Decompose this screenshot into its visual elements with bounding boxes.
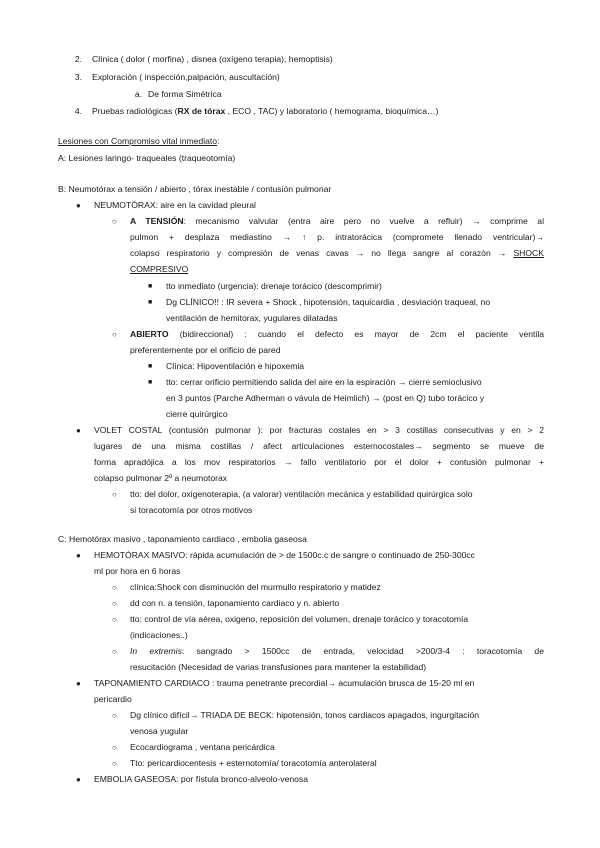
taponamiento-eco: Ecocardiograma , ventana pericárdica [130, 742, 275, 752]
list-number-3: 3. [74, 72, 82, 82]
bullet-square-icon: ■ [148, 283, 153, 290]
section-c: C: Hemotórax masivo , taponamiento cardiaco , embolia gaseosa [58, 534, 307, 544]
bullet-circle-icon: ○ [112, 711, 117, 720]
taponamiento-dg-line-2: venosa yugular [130, 726, 189, 736]
hemotorax-extremis-line-2: resucitación (Necesidad de varias transfusiones para mantener la estabilidad) [130, 662, 427, 672]
list-item-exploracion: Exploración ( inspección,palpación, auscultación) [92, 72, 280, 82]
bullet-circle-icon: ○ [112, 759, 117, 768]
bullet-dot-icon: ● [76, 201, 81, 210]
bullet-dot-icon: ● [76, 775, 81, 784]
volet-tto-line-1: tto: del dolor, oxigenoterapia, (a valorar) ventilación mecánica y estabilidad quirúrgica solo [130, 489, 473, 499]
volet-line-1: VOLET COSTAL (contusión pulmonar ): por fracturas costales en > 3 costillas consecutivas y en > 2 [94, 425, 544, 435]
tension-line-4: COMPRESIVO [130, 264, 189, 274]
list-item-simetrica: De forma Simétrica [148, 89, 222, 99]
abierto-clinica: Clínica: Hipoventilación e hipoxemia [166, 361, 305, 371]
bullet-dot-icon: ● [76, 426, 81, 435]
hemotorax-clinica: clínica:Shock con disminución del murmullo respiratorio y matidez [130, 582, 381, 592]
hemotorax-tto-line-1: tto: control de vía aérea, oxigeno, reposición del volumen, drenaje torácico y toracotomía [130, 614, 469, 624]
tension-tto: tto inmediato (urgencia): drenaje torácico (descomprimir) [166, 281, 382, 291]
abierto-tto-line-3: cierre quirúrgico [166, 409, 228, 419]
hemotorax-dd: dd con n. a tensión, taponamiento cardiaco y n. abierto [130, 598, 340, 608]
tension-line-3: colapso respiratorio y compresión de venas cavas → no llega sangre al corazón → SHOCK [130, 248, 544, 258]
list-item-pruebas: Pruebas radiológicas (RX de tórax , ECO , TAC) y laboratorio ( hemograma, bioquímica…) [92, 106, 439, 116]
bullet-circle-icon: ○ [112, 599, 117, 608]
bullet-circle-icon: ○ [112, 217, 117, 226]
list-item-clinica: Clínica ( dolor ( morfina) , disnea (oxígeno terapia), hemoptisis) [92, 54, 333, 64]
abierto-line-2: preferentemente por el orificio de pared [130, 345, 281, 355]
hemotorax-extremis-line-1: In extremis: sangrado > 1500cc de entrada, velocidad >200/3-4 : toracotomía de [130, 646, 544, 656]
volet-line-2: lugares de una misma costillas / afect articulaciones esternocostales→ segmento se mueve de [94, 441, 544, 451]
embolia-gaseosa: EMBOLIA GASEOSA: por fístula bronco-alveolo-venosa [94, 774, 308, 784]
taponamiento-line-2: pericardio [94, 694, 132, 704]
volet-tto-line-2: si toracotomía por otros motivos [130, 505, 253, 515]
taponamiento-line-1: TAPONAMIENTO CARDIACO : trauma penetrante precordial→ acumulación brusca de 15-20 ml en [94, 678, 475, 688]
bullet-circle-icon: ○ [112, 647, 117, 656]
hemotorax-line-2: ml por hora en 6 horas [94, 566, 181, 576]
bullet-square-icon: ■ [148, 379, 153, 386]
hemotorax-line-1: HEMOTÓRAX MASIVO: rápida acumulación de > de 1500c.c de sangre o continuado de 250-300cc [94, 550, 475, 560]
section-title: Lesiones con Compromiso vital inmediato: [58, 136, 220, 146]
section-b: B: Neumotórax a tensión / abierto , tórax inestable / contusión pulmonar [58, 184, 332, 194]
abierto-line-1: ABIERTO (bidireccional) : cuando el defecto es mayor de 2cm el paciente ventila [130, 329, 545, 339]
neumotorax-heading: NEUMOTÓRAX: aire en la cavidad pleural [94, 200, 256, 210]
bullet-circle-icon: ○ [112, 330, 117, 339]
hemotorax-tto-line-2: (indicaciones..) [130, 630, 188, 640]
volet-line-4: colapso pulmonar 2º a neumotorax [94, 473, 228, 483]
bullet-circle-icon: ○ [112, 583, 117, 592]
tension-line-2: pulmon + desplaza mediastino → ↑ p. intratorácica (compromete llenado ventricular)→ [130, 232, 544, 242]
list-letter-a: a. [134, 89, 142, 99]
list-number-2: 2. [74, 54, 82, 64]
bullet-dot-icon: ● [76, 679, 81, 688]
volet-line-3: forma apradójica a los mov respiratorios → fallo ventilatorio por el dolor + contusión pulmonar + [94, 457, 544, 467]
bullet-square-icon: ■ [148, 363, 153, 370]
tension-dg-line-2: ventilación de hemitorax, yugulares dilatadas [166, 313, 338, 323]
abierto-tto-line-1: tto: cerrar orificio permitiendo salida del aire en la espiración → cierre semioclusivo [166, 377, 482, 387]
section-a: A: Lesiones laringo- traqueales (traqueotomía) [58, 153, 236, 163]
bullet-circle-icon: ○ [112, 490, 117, 499]
abierto-tto-line-2: en 3 puntos (Parche Adherman o vávula de Heimlich) → (post en Q) tubo torácico y [166, 393, 485, 403]
taponamiento-tto: Tto: pericardiocentesis + esternotomía/ toracotomía anterolateral [130, 758, 377, 768]
bullet-circle-icon: ○ [112, 743, 117, 752]
bullet-square-icon: ■ [148, 299, 153, 306]
taponamiento-dg-line-1: Dg clínico difícil→ TRIADA DE BECK: hipotensión, tonos cardiacos apagados, ingurgitación [130, 710, 480, 720]
bullet-dot-icon: ● [76, 551, 81, 560]
tension-dg-line-1: Dg CLÍNICO!! : IR severa + Shock , hipotensión, taquicardia , desviación traqueal, no [166, 297, 491, 307]
list-number-4: 4. [74, 106, 82, 116]
bullet-circle-icon: ○ [112, 615, 117, 624]
tension-line-1: A TENSIÓN: mecanismo valvular (entra aire pero no vuelve a refluir) → comprime al [130, 216, 544, 226]
